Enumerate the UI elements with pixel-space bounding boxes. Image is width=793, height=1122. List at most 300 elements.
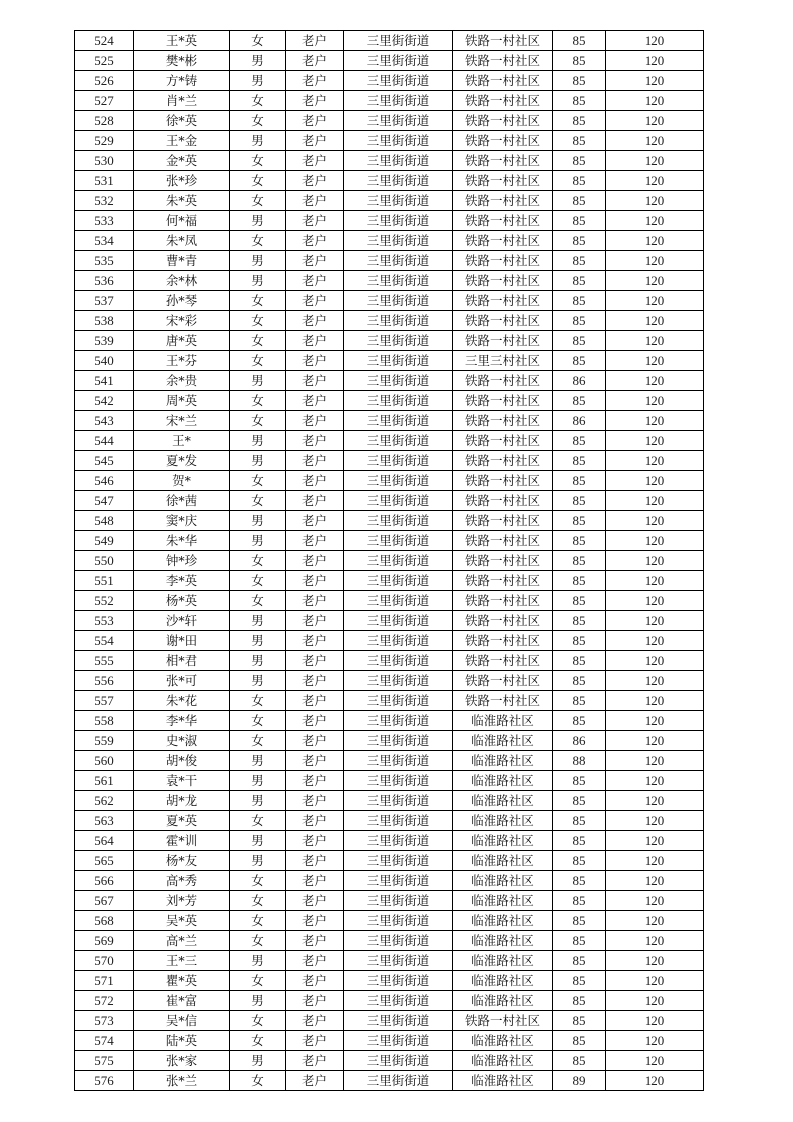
gender-cell: 男: [230, 451, 286, 471]
age-cell: 85: [553, 271, 606, 291]
age-cell: 86: [553, 371, 606, 391]
household-type-cell: 老户: [286, 451, 344, 471]
gender-cell: 女: [230, 551, 286, 571]
gender-cell: 男: [230, 251, 286, 271]
amount-cell: 120: [606, 991, 704, 1011]
name-cell: 陆*英: [134, 1031, 230, 1051]
amount-cell: 120: [606, 871, 704, 891]
name-cell: 张*珍: [134, 171, 230, 191]
household-type-cell: 老户: [286, 571, 344, 591]
street-cell: 三里街街道: [344, 31, 453, 51]
community-cell: 临淮路社区: [453, 891, 553, 911]
gender-cell: 男: [230, 211, 286, 231]
index-cell: 556: [75, 671, 134, 691]
table-row: [75, 951, 704, 971]
amount-cell: 120: [606, 951, 704, 971]
index-cell: 566: [75, 871, 134, 891]
street-cell: 三里街街道: [344, 431, 453, 451]
gender-cell: 男: [230, 671, 286, 691]
street-cell: 三里街街道: [344, 271, 453, 291]
street-cell: 三里街街道: [344, 951, 453, 971]
amount-cell: 120: [606, 731, 704, 751]
community-cell: 铁路一村社区: [453, 111, 553, 131]
table-row: [75, 231, 704, 251]
household-type-cell: 老户: [286, 971, 344, 991]
table-row: [75, 751, 704, 771]
index-cell: 548: [75, 511, 134, 531]
table-row: [75, 291, 704, 311]
household-type-cell: 老户: [286, 371, 344, 391]
name-cell: 朱*华: [134, 531, 230, 551]
community-cell: 铁路一村社区: [453, 671, 553, 691]
index-cell: 524: [75, 31, 134, 51]
community-cell: 铁路一村社区: [453, 1011, 553, 1031]
table-row: [75, 471, 704, 491]
community-cell: 临淮路社区: [453, 991, 553, 1011]
name-cell: 杨*英: [134, 591, 230, 611]
amount-cell: 120: [606, 151, 704, 171]
household-type-cell: 老户: [286, 1071, 344, 1091]
amount-cell: 120: [606, 111, 704, 131]
gender-cell: 男: [230, 751, 286, 771]
community-cell: 铁路一村社区: [453, 651, 553, 671]
age-cell: 85: [553, 631, 606, 651]
name-cell: 胡*龙: [134, 791, 230, 811]
amount-cell: 120: [606, 411, 704, 431]
street-cell: 三里街街道: [344, 71, 453, 91]
household-type-cell: 老户: [286, 911, 344, 931]
community-cell: 铁路一村社区: [453, 531, 553, 551]
amount-cell: 120: [606, 671, 704, 691]
street-cell: 三里街街道: [344, 611, 453, 631]
age-cell: 85: [553, 811, 606, 831]
gender-cell: 女: [230, 91, 286, 111]
index-cell: 567: [75, 891, 134, 911]
age-cell: 85: [553, 211, 606, 231]
street-cell: 三里街街道: [344, 971, 453, 991]
street-cell: 三里街街道: [344, 591, 453, 611]
household-type-cell: 老户: [286, 331, 344, 351]
community-cell: 铁路一村社区: [453, 51, 553, 71]
street-cell: 三里街街道: [344, 791, 453, 811]
age-cell: 85: [553, 671, 606, 691]
table-row: [75, 511, 704, 531]
roster-body: [75, 31, 704, 1091]
index-cell: 549: [75, 531, 134, 551]
household-type-cell: 老户: [286, 791, 344, 811]
index-cell: 541: [75, 371, 134, 391]
street-cell: 三里街街道: [344, 671, 453, 691]
index-cell: 574: [75, 1031, 134, 1051]
household-type-cell: 老户: [286, 591, 344, 611]
age-cell: 85: [553, 491, 606, 511]
index-cell: 533: [75, 211, 134, 231]
street-cell: 三里街街道: [344, 1031, 453, 1051]
age-cell: 85: [553, 191, 606, 211]
index-cell: 545: [75, 451, 134, 471]
gender-cell: 男: [230, 651, 286, 671]
index-cell: 544: [75, 431, 134, 451]
household-type-cell: 老户: [286, 311, 344, 331]
table-row: [75, 271, 704, 291]
community-cell: 临淮路社区: [453, 951, 553, 971]
index-cell: 547: [75, 491, 134, 511]
name-cell: 杨*友: [134, 851, 230, 871]
street-cell: 三里街街道: [344, 871, 453, 891]
household-type-cell: 老户: [286, 751, 344, 771]
name-cell: 孙*琴: [134, 291, 230, 311]
household-type-cell: 老户: [286, 851, 344, 871]
community-cell: 铁路一村社区: [453, 411, 553, 431]
street-cell: 三里街街道: [344, 171, 453, 191]
community-cell: 临淮路社区: [453, 791, 553, 811]
name-cell: 钟*珍: [134, 551, 230, 571]
amount-cell: 120: [606, 851, 704, 871]
community-cell: 铁路一村社区: [453, 31, 553, 51]
index-cell: 575: [75, 1051, 134, 1071]
table-row: [75, 111, 704, 131]
household-type-cell: 老户: [286, 471, 344, 491]
household-type-cell: 老户: [286, 51, 344, 71]
index-cell: 534: [75, 231, 134, 251]
name-cell: 瞿*英: [134, 971, 230, 991]
age-cell: 85: [553, 451, 606, 471]
index-cell: 568: [75, 911, 134, 931]
community-cell: 铁路一村社区: [453, 331, 553, 351]
index-cell: 528: [75, 111, 134, 131]
amount-cell: 120: [606, 131, 704, 151]
index-cell: 538: [75, 311, 134, 331]
gender-cell: 女: [230, 351, 286, 371]
index-cell: 555: [75, 651, 134, 671]
street-cell: 三里街街道: [344, 751, 453, 771]
index-cell: 537: [75, 291, 134, 311]
household-type-cell: 老户: [286, 91, 344, 111]
age-cell: 85: [553, 531, 606, 551]
amount-cell: 120: [606, 1011, 704, 1031]
table-row: [75, 51, 704, 71]
age-cell: 85: [553, 231, 606, 251]
street-cell: 三里街街道: [344, 471, 453, 491]
household-type-cell: 老户: [286, 211, 344, 231]
community-cell: 铁路一村社区: [453, 71, 553, 91]
amount-cell: 120: [606, 611, 704, 631]
gender-cell: 男: [230, 831, 286, 851]
amount-cell: 120: [606, 531, 704, 551]
gender-cell: 女: [230, 731, 286, 751]
street-cell: 三里街街道: [344, 331, 453, 351]
street-cell: 三里街街道: [344, 1011, 453, 1031]
age-cell: 85: [553, 1011, 606, 1031]
gender-cell: 女: [230, 31, 286, 51]
age-cell: 85: [553, 951, 606, 971]
household-type-cell: 老户: [286, 111, 344, 131]
age-cell: 85: [553, 111, 606, 131]
street-cell: 三里街街道: [344, 551, 453, 571]
community-cell: 铁路一村社区: [453, 551, 553, 571]
gender-cell: 女: [230, 1031, 286, 1051]
age-cell: 85: [553, 171, 606, 191]
amount-cell: 120: [606, 91, 704, 111]
table-row: [75, 1051, 704, 1071]
index-cell: 525: [75, 51, 134, 71]
gender-cell: 男: [230, 51, 286, 71]
gender-cell: 男: [230, 531, 286, 551]
name-cell: 夏*发: [134, 451, 230, 471]
name-cell: 周*英: [134, 391, 230, 411]
index-cell: 559: [75, 731, 134, 751]
name-cell: 金*英: [134, 151, 230, 171]
name-cell: 窦*庆: [134, 511, 230, 531]
street-cell: 三里街街道: [344, 411, 453, 431]
age-cell: 85: [553, 1051, 606, 1071]
street-cell: 三里街街道: [344, 311, 453, 331]
name-cell: 余*林: [134, 271, 230, 291]
index-cell: 560: [75, 751, 134, 771]
community-cell: 铁路一村社区: [453, 491, 553, 511]
gender-cell: 女: [230, 811, 286, 831]
gender-cell: 女: [230, 691, 286, 711]
household-type-cell: 老户: [286, 531, 344, 551]
household-type-cell: 老户: [286, 411, 344, 431]
community-cell: 铁路一村社区: [453, 471, 553, 491]
street-cell: 三里街街道: [344, 91, 453, 111]
age-cell: 88: [553, 751, 606, 771]
amount-cell: 120: [606, 311, 704, 331]
name-cell: 吴*英: [134, 911, 230, 931]
amount-cell: 120: [606, 71, 704, 91]
table-row: [75, 71, 704, 91]
age-cell: 85: [553, 691, 606, 711]
age-cell: 85: [553, 831, 606, 851]
index-cell: 576: [75, 1071, 134, 1091]
amount-cell: 120: [606, 331, 704, 351]
index-cell: 573: [75, 1011, 134, 1031]
gender-cell: 女: [230, 471, 286, 491]
street-cell: 三里街街道: [344, 231, 453, 251]
age-cell: 85: [553, 291, 606, 311]
age-cell: 85: [553, 331, 606, 351]
table-row: [75, 151, 704, 171]
amount-cell: 120: [606, 931, 704, 951]
name-cell: 刘*芳: [134, 891, 230, 911]
community-cell: 铁路一村社区: [453, 371, 553, 391]
community-cell: 铁路一村社区: [453, 511, 553, 531]
household-type-cell: 老户: [286, 431, 344, 451]
household-type-cell: 老户: [286, 251, 344, 271]
table-row: [75, 311, 704, 331]
amount-cell: 120: [606, 171, 704, 191]
table-row: [75, 731, 704, 751]
household-type-cell: 老户: [286, 731, 344, 751]
age-cell: 85: [553, 571, 606, 591]
name-cell: 霍*训: [134, 831, 230, 851]
household-type-cell: 老户: [286, 871, 344, 891]
household-type-cell: 老户: [286, 811, 344, 831]
table-row: [75, 851, 704, 871]
table-row: [75, 891, 704, 911]
street-cell: 三里街街道: [344, 351, 453, 371]
index-cell: 551: [75, 571, 134, 591]
street-cell: 三里街街道: [344, 631, 453, 651]
gender-cell: 女: [230, 411, 286, 431]
age-cell: 85: [553, 611, 606, 631]
community-cell: 铁路一村社区: [453, 691, 553, 711]
age-cell: 85: [553, 71, 606, 91]
amount-cell: 120: [606, 751, 704, 771]
name-cell: 相*君: [134, 651, 230, 671]
community-cell: 铁路一村社区: [453, 131, 553, 151]
age-cell: 85: [553, 251, 606, 271]
index-cell: 558: [75, 711, 134, 731]
table-row: [75, 431, 704, 451]
table-row: [75, 911, 704, 931]
name-cell: 王*芬: [134, 351, 230, 371]
amount-cell: 120: [606, 571, 704, 591]
name-cell: 宋*彩: [134, 311, 230, 331]
gender-cell: 男: [230, 851, 286, 871]
gender-cell: 女: [230, 1071, 286, 1091]
age-cell: 85: [553, 351, 606, 371]
household-type-cell: 老户: [286, 351, 344, 371]
index-cell: 569: [75, 931, 134, 951]
name-cell: 朱*花: [134, 691, 230, 711]
community-cell: 铁路一村社区: [453, 151, 553, 171]
household-type-cell: 老户: [286, 151, 344, 171]
name-cell: 吴*信: [134, 1011, 230, 1031]
amount-cell: 120: [606, 211, 704, 231]
index-cell: 536: [75, 271, 134, 291]
table-row: [75, 1011, 704, 1031]
table-row: [75, 931, 704, 951]
table-row: [75, 451, 704, 471]
amount-cell: 120: [606, 511, 704, 531]
street-cell: 三里街街道: [344, 511, 453, 531]
amount-cell: 120: [606, 891, 704, 911]
amount-cell: 120: [606, 451, 704, 471]
gender-cell: 男: [230, 511, 286, 531]
street-cell: 三里街街道: [344, 991, 453, 1011]
street-cell: 三里街街道: [344, 391, 453, 411]
gender-cell: 女: [230, 311, 286, 331]
gender-cell: 女: [230, 1011, 286, 1031]
index-cell: 553: [75, 611, 134, 631]
amount-cell: 120: [606, 51, 704, 71]
amount-cell: 120: [606, 1031, 704, 1051]
age-cell: 85: [553, 391, 606, 411]
gender-cell: 男: [230, 1051, 286, 1071]
age-cell: 85: [553, 131, 606, 151]
community-cell: 临淮路社区: [453, 771, 553, 791]
amount-cell: 120: [606, 711, 704, 731]
street-cell: 三里街街道: [344, 571, 453, 591]
index-cell: 531: [75, 171, 134, 191]
community-cell: 铁路一村社区: [453, 571, 553, 591]
name-cell: 沙*轩: [134, 611, 230, 631]
street-cell: 三里街街道: [344, 771, 453, 791]
amount-cell: 120: [606, 291, 704, 311]
community-cell: 临淮路社区: [453, 1071, 553, 1091]
age-cell: 85: [553, 971, 606, 991]
gender-cell: 男: [230, 71, 286, 91]
household-type-cell: 老户: [286, 551, 344, 571]
household-type-cell: 老户: [286, 511, 344, 531]
roster-table: [74, 30, 704, 1091]
table-row: [75, 411, 704, 431]
community-cell: 铁路一村社区: [453, 431, 553, 451]
household-type-cell: 老户: [286, 1011, 344, 1031]
name-cell: 王*英: [134, 31, 230, 51]
household-type-cell: 老户: [286, 991, 344, 1011]
gender-cell: 女: [230, 151, 286, 171]
age-cell: 85: [553, 771, 606, 791]
age-cell: 85: [553, 471, 606, 491]
gender-cell: 男: [230, 371, 286, 391]
household-type-cell: 老户: [286, 891, 344, 911]
gender-cell: 男: [230, 991, 286, 1011]
table-row: [75, 871, 704, 891]
amount-cell: 120: [606, 1071, 704, 1091]
gender-cell: 女: [230, 891, 286, 911]
community-cell: 铁路一村社区: [453, 451, 553, 471]
household-type-cell: 老户: [286, 31, 344, 51]
index-cell: 565: [75, 851, 134, 871]
index-cell: 564: [75, 831, 134, 851]
street-cell: 三里街街道: [344, 851, 453, 871]
street-cell: 三里街街道: [344, 151, 453, 171]
table-row: [75, 831, 704, 851]
household-type-cell: 老户: [286, 271, 344, 291]
table-row: [75, 771, 704, 791]
table-row: [75, 351, 704, 371]
index-cell: 535: [75, 251, 134, 271]
table-row: [75, 31, 704, 51]
street-cell: 三里街街道: [344, 651, 453, 671]
community-cell: 临淮路社区: [453, 731, 553, 751]
community-cell: 铁路一村社区: [453, 191, 553, 211]
community-cell: 铁路一村社区: [453, 311, 553, 331]
index-cell: 552: [75, 591, 134, 611]
household-type-cell: 老户: [286, 291, 344, 311]
gender-cell: 女: [230, 591, 286, 611]
table-row: [75, 171, 704, 191]
age-cell: 85: [553, 51, 606, 71]
community-cell: 铁路一村社区: [453, 271, 553, 291]
household-type-cell: 老户: [286, 231, 344, 251]
age-cell: 85: [553, 431, 606, 451]
index-cell: 563: [75, 811, 134, 831]
table-row: [75, 91, 704, 111]
community-cell: 临淮路社区: [453, 871, 553, 891]
table-row: [75, 491, 704, 511]
street-cell: 三里街街道: [344, 131, 453, 151]
community-cell: 临淮路社区: [453, 831, 553, 851]
table-row: [75, 971, 704, 991]
name-cell: 李*英: [134, 571, 230, 591]
amount-cell: 120: [606, 351, 704, 371]
age-cell: 85: [553, 871, 606, 891]
household-type-cell: 老户: [286, 651, 344, 671]
table-row: [75, 131, 704, 151]
name-cell: 夏*英: [134, 811, 230, 831]
community-cell: 临淮路社区: [453, 711, 553, 731]
amount-cell: 120: [606, 271, 704, 291]
amount-cell: 120: [606, 31, 704, 51]
table-row: [75, 631, 704, 651]
community-cell: 铁路一村社区: [453, 591, 553, 611]
community-cell: 铁路一村社区: [453, 251, 553, 271]
name-cell: 唐*英: [134, 331, 230, 351]
